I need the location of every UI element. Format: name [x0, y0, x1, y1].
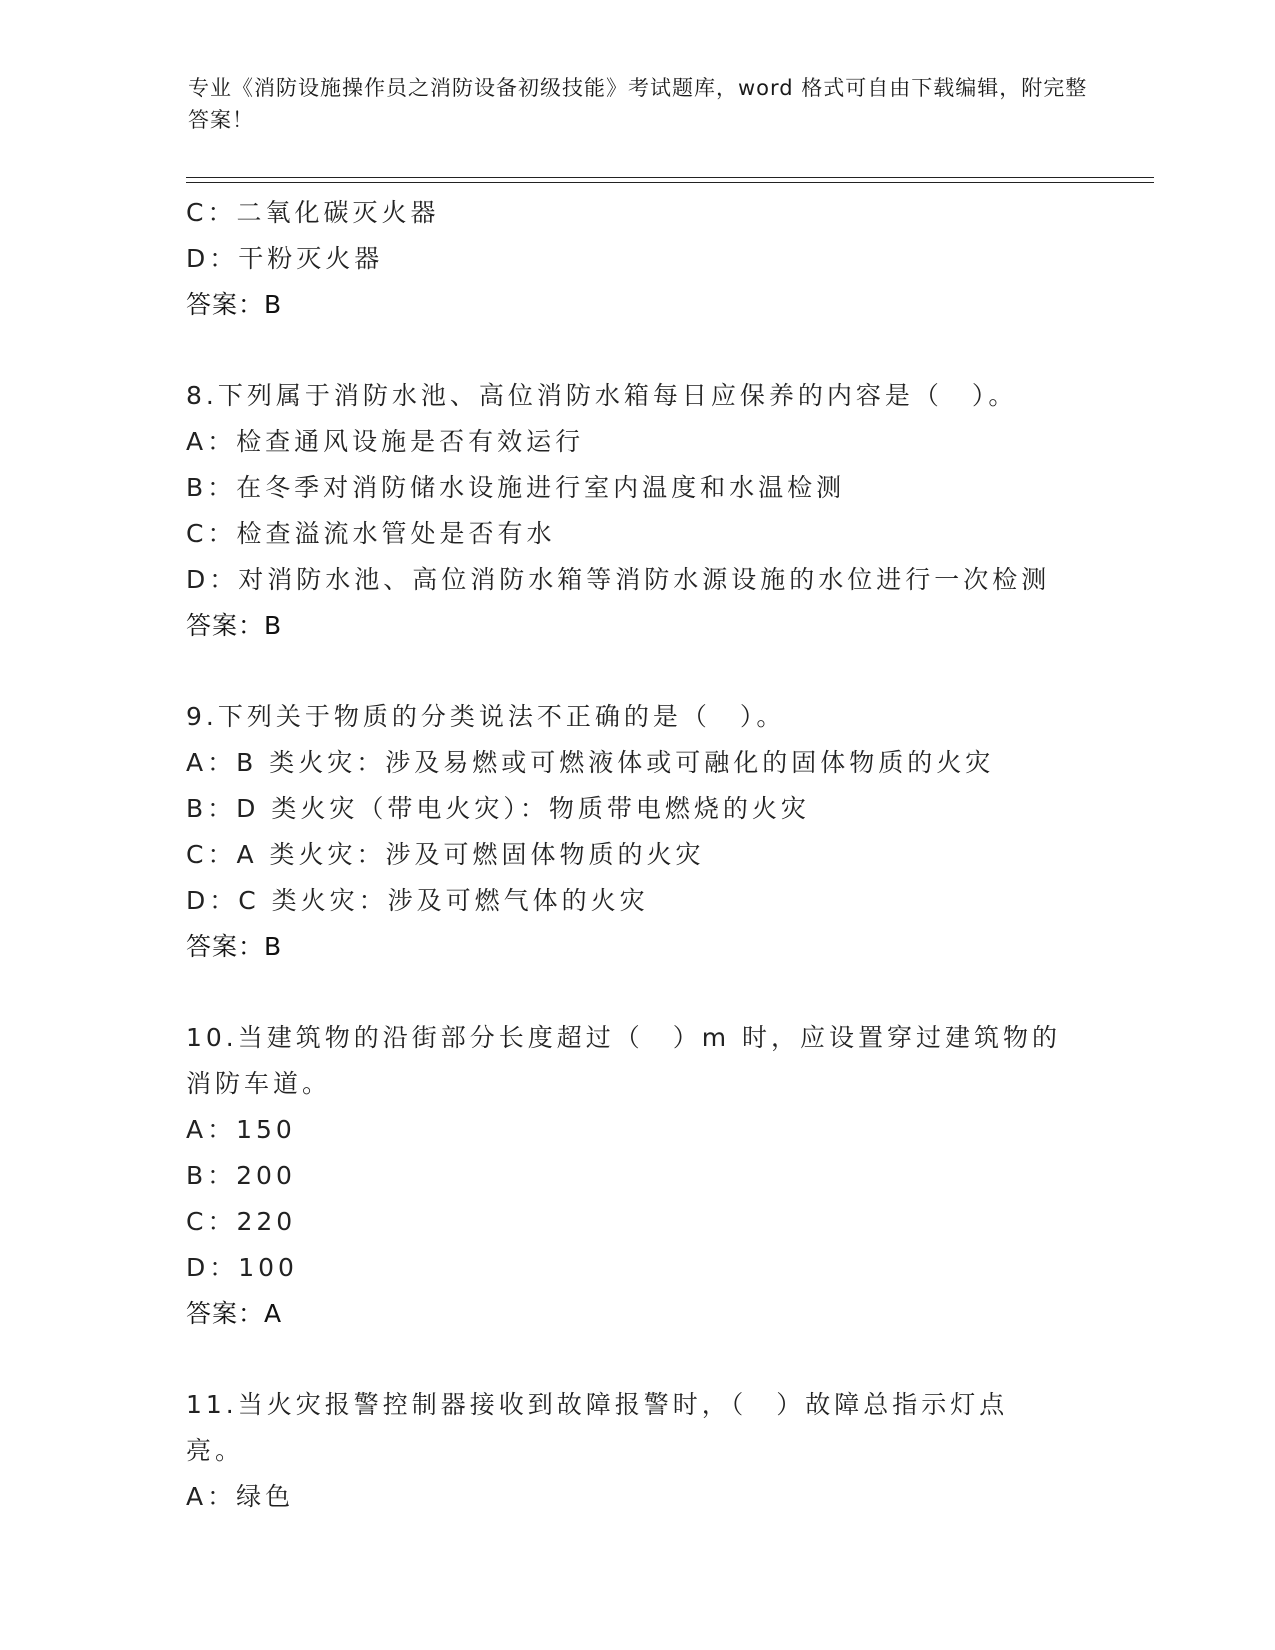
answer-line: 答案：A	[186, 1299, 283, 1328]
question-item-10	[186, 1015, 1086, 1337]
document-header: 专业《消防设施操作员之消防设备初级技能》考试题库，word 格式可自由下载编辑，附完整答案！	[188, 76, 1088, 132]
answer-line: 答案：B	[186, 932, 283, 961]
option-a: A：B 类火灾：涉及易燃或可燃液体或可融化的固体物质的火灾	[186, 748, 995, 777]
answer-line: 答案：B	[186, 290, 283, 319]
option-b: B：在冬季对消防储水设施进行室内温度和水温检测	[186, 473, 846, 502]
question-stem: 9.下列关于物质的分类说法不正确的是（ ）。	[186, 702, 786, 731]
option-d: D：100	[186, 1253, 298, 1282]
option-d: D：C 类火灾：涉及可燃气体的火灾	[186, 886, 649, 915]
header-rule-bottom	[186, 182, 1154, 183]
answer-line: 答案：B	[186, 611, 283, 640]
question-stem: 8.下列属于消防水池、高位消防水箱每日应保养的内容是（ ）。	[186, 381, 1018, 410]
spacer	[186, 328, 1086, 373]
option-c: C：220	[186, 1207, 297, 1236]
header-rule-top	[186, 177, 1154, 178]
question-stem: 11.当火灾报警控制器接收到故障报警时，（ ）故障总指示灯点亮。	[186, 1390, 1009, 1465]
question-item-8	[186, 373, 1086, 649]
question-stem: 10.当建筑物的沿街部分长度超过（ ）m 时，应设置穿过建筑物的消防车道。	[186, 1023, 1062, 1098]
option-c: C：二氧化碳灭火器	[186, 198, 440, 227]
option-a: A：绿色	[186, 1482, 295, 1511]
question-list	[186, 190, 1086, 1520]
option-a: A：150	[186, 1115, 296, 1144]
spacer	[186, 970, 1086, 1015]
question-item-prev	[186, 190, 1086, 328]
option-c: C：检查溢流水管处是否有水	[186, 519, 556, 548]
option-d: D：干粉灭火器	[186, 244, 384, 273]
option-d: D：对消防水池、高位消防水箱等消防水源设施的水位进行一次检测	[186, 565, 1051, 594]
spacer	[186, 1337, 1086, 1382]
option-b: B：D 类火灾（带电火灾）：物质带电燃烧的火灾	[186, 794, 810, 823]
option-c: C：A 类火灾：涉及可燃固体物质的火灾	[186, 840, 705, 869]
option-b: B：200	[186, 1161, 296, 1190]
question-item-9	[186, 694, 1086, 970]
spacer	[186, 649, 1086, 694]
option-a: A：检查通风设施是否有效运行	[186, 427, 585, 456]
question-item-11	[186, 1382, 1086, 1520]
